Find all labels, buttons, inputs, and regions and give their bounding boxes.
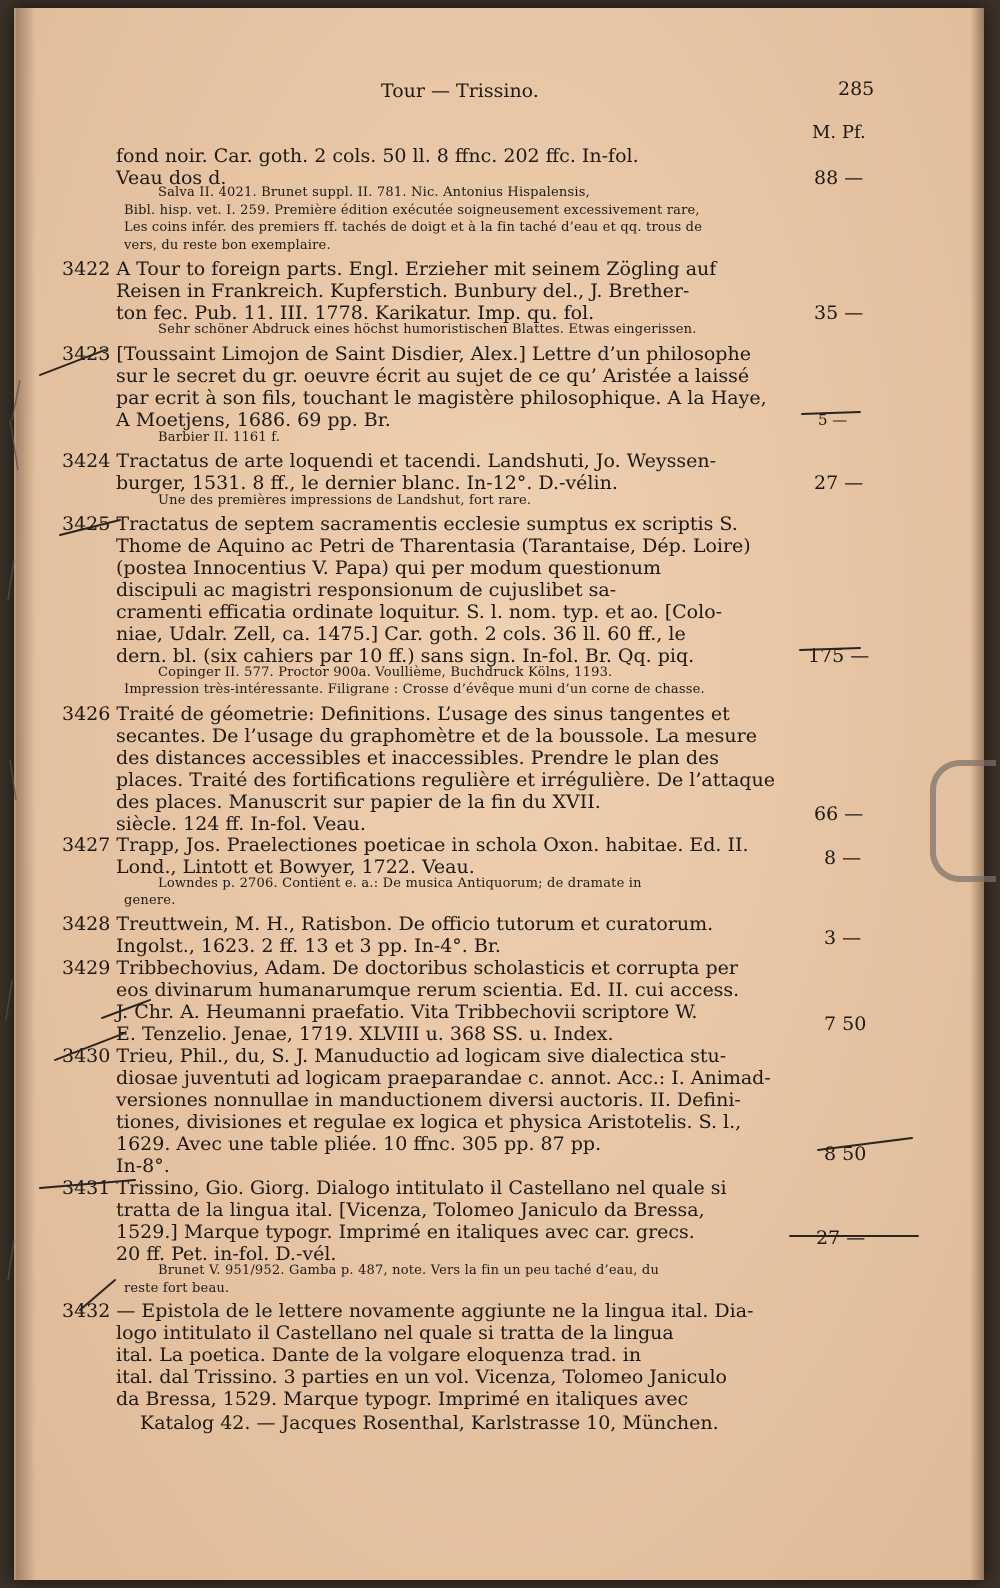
text-line-small: Les coins infér. des premiers ff. tachés de doigt et à la fin taché d’eau et qq. trous de	[124, 220, 703, 235]
text-line: burger, 1531. 8 ff., le dernier blanc. In-12°. D.-vélin.	[116, 472, 618, 494]
text-line: 1629. Avec une table pliée. 10 ffnc. 305 pp. 87 pp.	[116, 1133, 602, 1155]
running-title: Tour — Trissino.	[381, 80, 539, 102]
text-line: secantes. De l’usage du graphomètre et de la boussole. La mesure	[116, 725, 757, 747]
text-line: 3429 Tribbechovius, Adam. De doctoribus scholasticis et corrupta per	[62, 957, 738, 979]
text-line: 3426 Traité de géometrie: Definitions. L’usage des sinus tangentes et	[62, 703, 730, 725]
text-line: siècle. 124 ff. In-fol. Veau.	[116, 813, 366, 835]
text-line: In-8°.	[116, 1155, 170, 1177]
text-line: (postea Innocentius V. Papa) qui per modum questionum	[116, 557, 661, 579]
text-line: A Moetjens, 1686. 69 pp. Br.	[116, 409, 391, 431]
text-line: tiones, divisiones et regulae ex logica et physica Aristotelis. S. l.,	[116, 1111, 742, 1133]
text-line: 3431 Trissino, Gio. Giorg. Dialogo intitulato il Castellano nel quale si	[62, 1177, 727, 1199]
text-line: 3428 Treuttwein, M. H., Ratisbon. De officio tutorum et curatorum.	[62, 913, 714, 935]
text-line: J. Chr. A. Heumanni praefatio. Vita Tribbechovii scriptore W.	[116, 1001, 698, 1023]
text-line: ital. dal Trissino. 3 parties en un vol. Vicenza, Tolomeo Janiculo	[116, 1366, 727, 1388]
text-line-small: Barbier II. 1161 f.	[158, 430, 281, 445]
text-line: cramenti efficatia ordinate loquitur. S. l. nom. typ. et ao. [Colo-	[116, 601, 723, 623]
text-line: niae, Udalr. Zell, ca. 1475.] Car. goth. 2 cols. 36 ll. 60 ff., le	[116, 623, 686, 645]
text-line: 20 ff. Pet. in-fol. D.-vél.	[116, 1243, 337, 1265]
price: 8 —	[824, 847, 862, 869]
text-line: diosae juventuti ad logicam praeparandae c. annot. Acc.: I. Animad-	[116, 1067, 771, 1089]
text-line: Reisen in Frankreich. Kupferstich. Bunbury del., J. Brether-	[116, 280, 690, 302]
text-line: 3427 Trapp, Jos. Praelectiones poeticae in schola Oxon. habitae. Ed. II.	[62, 834, 749, 856]
price-struck: 5 —	[818, 411, 848, 429]
text-line: Thome de Aquino ac Petri de Tharentasia (Tarantaise, Dép. Loire)	[116, 535, 751, 557]
text-line: des places. Manuscrit sur papier de la fin du XVII.	[116, 791, 601, 813]
text-line: 3422 A Tour to foreign parts. Engl. Erzieher mit seinem Zögling auf	[62, 258, 717, 280]
text-line: 3432 — Epistola de le lettere novamente aggiunte ne la lingua ital. Dia-	[62, 1300, 754, 1322]
price-struck: 175 —	[808, 645, 870, 667]
text-line: fond noir. Car. goth. 2 cols. 50 ll. 8 ffnc. 202 ffc. In-fol.	[116, 145, 639, 167]
text-line: logo intitulato il Castellano nel quale si tratta de la lingua	[116, 1322, 674, 1344]
text-line-small: Lowndes p. 2706. Contient e. a.: De musica Antiquorum; de dramate in	[158, 876, 642, 891]
text-line-small: genere.	[124, 893, 176, 908]
price: 3 —	[824, 927, 862, 949]
text-line: E. Tenzelio. Jenae, 1719. XLVIII u. 368 SS. u. Index.	[116, 1023, 614, 1045]
text-line-small: reste fort beau.	[124, 1281, 230, 1296]
text-line: ital. La poetica. Dante de la volgare eloquenza trad. in	[116, 1344, 642, 1366]
price: 88 —	[814, 167, 864, 189]
text-line-small: Copinger II. 577. Proctor 900a. Voullième, Buchdruck Kölns, 1193.	[158, 665, 613, 680]
text-line: dern. bl. (six cahiers par 10 ff.) sans sign. In-fol. Br. Qq. piq.	[116, 645, 695, 667]
price: 35 —	[814, 302, 864, 324]
text-line-small: Impression très-intéressante. Filigrane : Crosse d’évêque muni d’un corne de chasse.	[124, 682, 705, 697]
price-struck: 27 —	[816, 1227, 866, 1249]
text-line: 3425 Tractatus de septem sacramentis ecclesie sumptus ex scriptis S.	[62, 513, 738, 535]
price: 27 —	[814, 472, 864, 494]
text-line-small: Salva II. 4021. Brunet suppl. II. 781. Nic. Antonius Hispalensis,	[158, 185, 590, 200]
page-number: 285	[838, 78, 875, 100]
catalog-footer: Katalog 42. — Jacques Rosenthal, Karlstrasse 10, München.	[140, 1412, 719, 1434]
page-clip	[930, 760, 996, 882]
text-line-small: Une des premières impressions de Landshut, fort rare.	[158, 493, 532, 508]
text-line: Veau dos d.	[116, 167, 227, 189]
text-line-small: Brunet V. 951/952. Gamba p. 487, note. Vers la fin un peu taché d’eau, du	[158, 1263, 660, 1278]
currency-header: M. Pf.	[812, 122, 866, 143]
price-struck: 8 50	[824, 1143, 867, 1165]
text-line: discipuli ac magistri responsionum de cujuslibet sa-	[116, 579, 617, 601]
price: 66 —	[814, 803, 864, 825]
text-line: da Bressa, 1529. Marque typogr. Imprimé en italiques avec	[116, 1388, 689, 1410]
text-line: 3424 Tractatus de arte loquendi et tacendi. Landshuti, Jo. Weyssen-	[62, 450, 717, 472]
text-line: places. Traité des fortifications regulière et irrégulière. De l’attaque	[116, 769, 775, 791]
text-line: tratta de la lingua ital. [Vicenza, Tolomeo Janiculo da Bressa,	[116, 1199, 705, 1221]
text-line-small: Bibl. hisp. vet. I. 259. Première édition exécutée soigneusement excessivement rare,	[124, 203, 700, 218]
price: 7 50	[824, 1013, 867, 1035]
text-line: Ingolst., 1623. 2 ff. 13 et 3 pp. In-4°. Br.	[116, 935, 501, 957]
text-line: 3423 [Toussaint Limojon de Saint Disdier, Alex.] Lettre d’un philosophe	[62, 343, 751, 365]
text-line-small: vers, du reste bon exemplaire.	[124, 238, 331, 253]
text-line: des distances accessibles et inaccessibles. Prendre le plan des	[116, 747, 719, 769]
text-line: 1529.] Marque typogr. Imprimé en italiques avec car. grecs.	[116, 1221, 695, 1243]
text-line-small: Sehr schöner Abdruck eines höchst humoristischen Blattes. Etwas eingerissen.	[158, 322, 697, 337]
binding-shadow	[16, 8, 36, 1580]
text-line: par ecrit à son fils, touchant le magistère philosophique. A la Haye,	[116, 387, 767, 409]
text-line: ton fec. Pub. 11. III. 1778. Karikatur. Imp. qu. fol.	[116, 302, 595, 324]
text-line: 3430 Trieu, Phil., du, S. J. Manuductio ad logicam sive dialectica stu-	[62, 1045, 727, 1067]
text-line: versiones nonnullae in manductionem diversi auctoris. II. Defini-	[116, 1089, 741, 1111]
text-line: Lond., Lintott et Bowyer, 1722. Veau.	[116, 856, 475, 878]
text-line: eos divinarum humanarumque rerum scientia. Ed. II. cui access.	[116, 979, 740, 1001]
text-line: sur le secret du gr. oeuvre écrit au sujet de ce qu’ Aristée a laissé	[116, 365, 750, 387]
